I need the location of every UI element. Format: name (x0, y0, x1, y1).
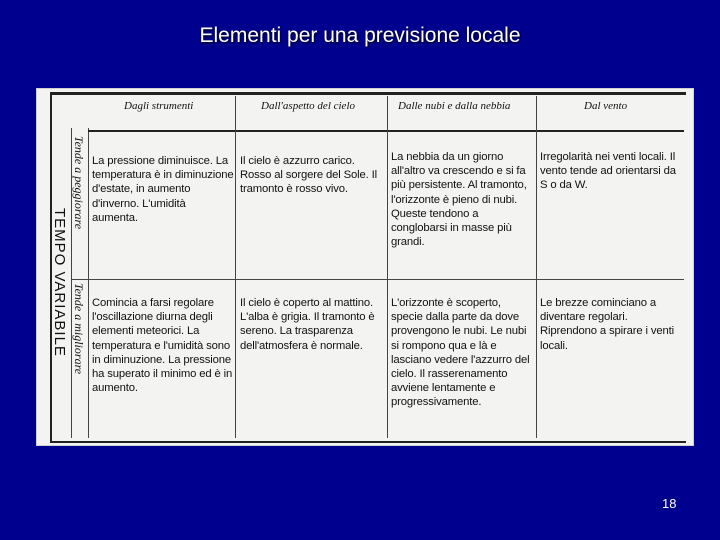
column-header-nubi: Dalle nubi e dalla nebbia (398, 100, 511, 112)
col-divider-3 (536, 96, 537, 438)
column-header-cielo: Dall'aspetto del cielo (261, 100, 355, 112)
side-label-tempo-variabile: TEMPO VARIABILE (51, 208, 68, 357)
row-divider (72, 279, 684, 280)
cell-peggiorare-vento: Irregolarità nei venti locali. Il vento tende ad orientarsi da S o da W. (540, 151, 676, 192)
scanned-table-image (36, 88, 694, 446)
column-header-strumenti: Dagli strumenti (124, 100, 194, 112)
col-divider-1 (235, 96, 236, 438)
cell-peggiorare-nubi: La nebbia da un giorno all'altro va crescendo e si fa più persistente. Al tramonto, l'orizzonte è pieno di nubi. Queste tendono a conglobarsi in masse più grandi. (391, 151, 527, 249)
column-header-vento: Dal vento (584, 100, 628, 112)
divider-labels (71, 128, 72, 438)
row-label-peggiorare: Tende a peggiorare (72, 136, 86, 230)
divider-rowlabels (88, 128, 89, 438)
cell-migliorare-nubi: L'orizzonte è scoperto, specie dalla parte da dove provengono le nubi. Le nubi si rompono qua e là e lasciano vedere l'azzurro del cielo. Il rasserenamento avviene lentamente e progressivamente. (391, 297, 530, 409)
cell-migliorare-cielo: Il cielo è coperto al mattino. L'alba è grigia. Il tramonto è sereno. La trasparenza dell'atmosfera è normale. (240, 297, 375, 352)
page-number: 18 (662, 496, 677, 511)
cell-peggiorare-cielo: Il cielo è azzurro carico. Rosso al sorgere del Sole. Il tramonto è rosso vivo. (240, 155, 377, 196)
slide-title: Elementi per una previsione locale (199, 24, 521, 47)
col-divider-2 (387, 96, 388, 438)
header-divider (88, 130, 684, 132)
row-label-migliorare: Tende a migliorare (72, 283, 86, 375)
cell-migliorare-strumenti: Comincia a farsi regolare l'oscillazione diurna degli elementi meteorici. La temperatura e l'umidità sono in diminuzione. La pressione ha superato il minimo ed è in aumento. (92, 297, 233, 395)
cell-migliorare-vento: Le brezze cominciano a diventare regolari. Riprendono a spirare i venti locali. (540, 297, 674, 352)
cell-peggiorare-strumenti: La pressione diminuisce. La temperatura è in diminuzione d'estate, in aumento d'inverno. L'umidità aumenta. (92, 155, 234, 224)
